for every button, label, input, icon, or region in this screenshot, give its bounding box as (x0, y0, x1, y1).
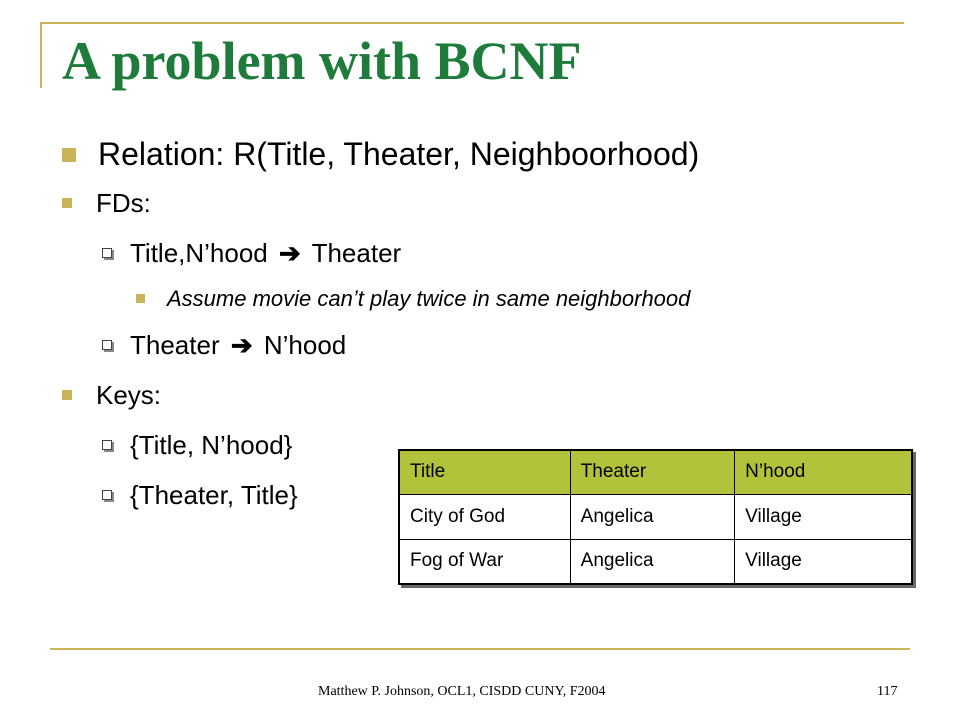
bullet-keys (62, 381, 161, 411)
key-2 (102, 481, 298, 511)
bottom-rule (50, 648, 910, 650)
bullet-relation-text: Relation: R(Title, Theater, Neighboorhood) (98, 136, 700, 172)
fd-2-right: N’hood (263, 330, 347, 360)
slide-title: A problem with BCNF (62, 31, 582, 91)
key-2-text: {Theater, Title} (130, 480, 298, 510)
square-bullet-icon (62, 198, 72, 208)
fd-1-note (136, 286, 690, 311)
example-table (398, 449, 913, 585)
fd-2-left: Theater (130, 330, 220, 360)
fd-2 (102, 331, 346, 361)
square-bullet-icon (62, 148, 76, 162)
table-cell: Fog of War (399, 539, 570, 584)
square-bullet-icon (136, 294, 145, 303)
footer-author: Matthew P. Johnson, OCL1, CISDD CUNY, F2004 (318, 684, 606, 699)
hollow-square-bullet-icon (102, 490, 112, 500)
bullet-keys-text: Keys: (96, 380, 162, 410)
right-arrow-icon: ➔ (279, 238, 301, 268)
table-row (399, 494, 912, 539)
bullet-fds (62, 189, 151, 219)
table-cell: Angelica (570, 494, 734, 539)
key-1-text: {Title, N’hood} (130, 430, 293, 460)
page-number: 117 (877, 684, 898, 699)
table-header-cell: N’hood (735, 450, 912, 494)
fd-1-left: Title,N’hood (130, 238, 268, 268)
table-cell: City of God (399, 494, 570, 539)
top-rule (40, 22, 904, 24)
table-header-cell: Title (399, 450, 570, 494)
left-rule (40, 22, 42, 88)
table-header-cell: Theater (570, 450, 734, 494)
bullet-relation (62, 136, 699, 173)
square-bullet-icon (62, 390, 72, 400)
table-cell: Village (735, 539, 912, 584)
table-cell: Angelica (570, 539, 734, 584)
hollow-square-bullet-icon (102, 340, 112, 350)
table-cell: Village (735, 494, 912, 539)
key-1 (102, 431, 292, 461)
fd-1 (102, 239, 401, 269)
hollow-square-bullet-icon (102, 440, 112, 450)
fd-1-note-text: Assume movie can’t play twice in same neighborhood (167, 286, 691, 311)
table-header-row (399, 450, 912, 494)
bullet-fds-text: FDs: (96, 188, 151, 218)
table-row (399, 539, 912, 584)
fd-1-right: Theater (311, 238, 402, 268)
right-arrow-icon: ➔ (230, 330, 253, 360)
hollow-square-bullet-icon (102, 248, 112, 258)
